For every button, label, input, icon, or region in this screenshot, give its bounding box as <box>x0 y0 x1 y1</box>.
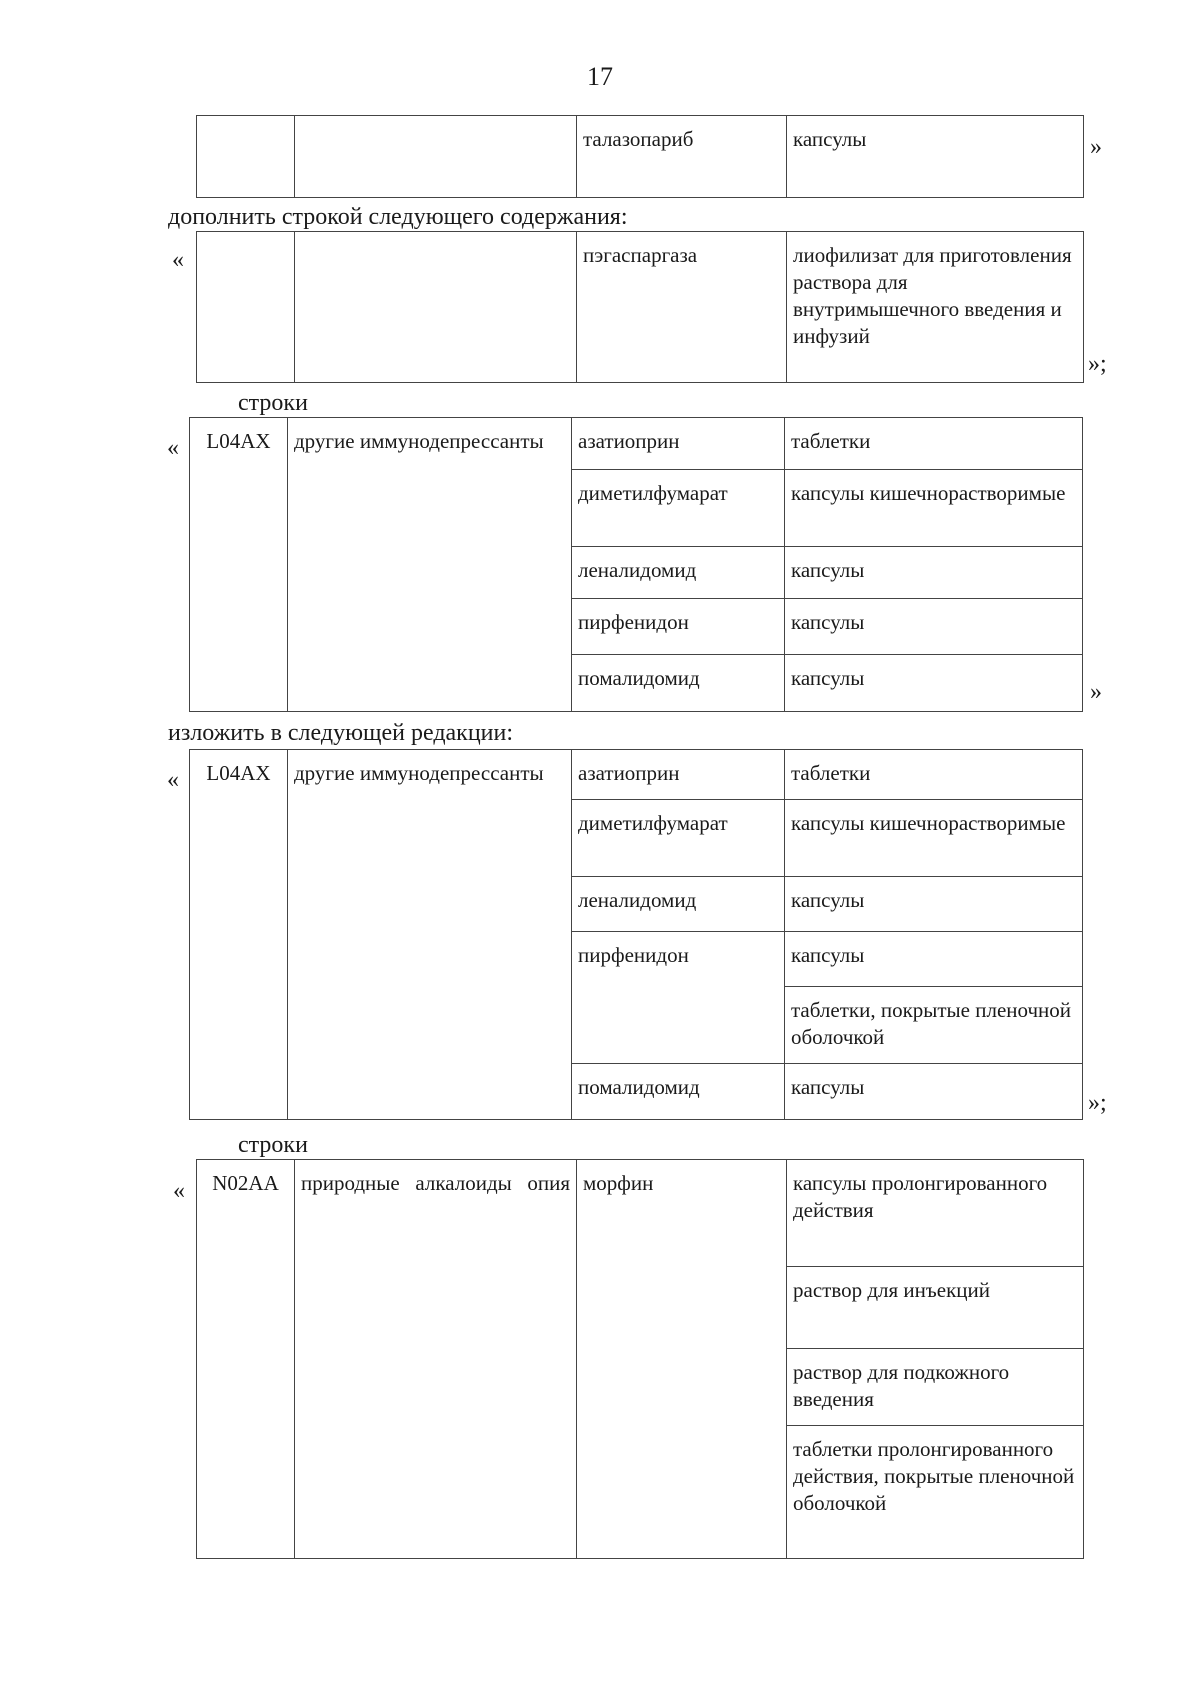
substance-cell: диметилфумарат <box>572 800 785 877</box>
form-cell: капсулы кишечнорастворимые <box>785 470 1083 547</box>
form-cell: капсулы пролонгированного действия <box>787 1160 1084 1267</box>
substance-cell: диметилфумарат <box>572 470 785 547</box>
form-cell: капсулы <box>785 655 1083 712</box>
form-cell: капсулы <box>785 547 1083 599</box>
table-row <box>197 232 1084 383</box>
group-cell: природные алкалоиды опия <box>295 1160 577 1559</box>
form-cell: капсулы <box>785 877 1083 932</box>
top-table <box>196 115 1084 198</box>
label-rows: строки <box>238 390 308 416</box>
table-row <box>197 1160 1084 1267</box>
open-quote: « <box>167 767 179 793</box>
substance-cell: талазопариб <box>577 116 787 198</box>
form-cell: капсулы <box>785 599 1083 655</box>
open-quote: « <box>172 247 184 273</box>
substance-cell: помалидомид <box>572 655 785 712</box>
page-number: 17 <box>587 62 613 91</box>
form-cell: капсулы <box>785 1064 1083 1120</box>
code-cell: N02AA <box>197 1160 295 1559</box>
code-cell: L04AX <box>190 418 288 712</box>
close-quote: » <box>1090 679 1102 705</box>
substance-cell: пирфенидон <box>572 932 785 1064</box>
n02aa-table <box>196 1159 1084 1559</box>
close-quote: » <box>1090 134 1102 160</box>
form-cell: таблетки, покрытые пленочной оболочкой <box>785 987 1083 1064</box>
form-cell: раствор для подкожного введения <box>787 1349 1084 1426</box>
label-rows: строки <box>238 1132 308 1158</box>
substance-cell: леналидомид <box>572 547 785 599</box>
code-cell: L04AX <box>190 750 288 1120</box>
form-cell: раствор для инъекций <box>787 1267 1084 1349</box>
paragraph-edit: изложить в следующей редакции: <box>168 720 514 746</box>
old-l04ax-table <box>189 417 1083 712</box>
form-cell: лиофилизат для приготовления раствора для внутримышечного введения и инфузий <box>787 232 1084 383</box>
substance-cell: помалидомид <box>572 1064 785 1120</box>
form-cell: таблетки пролонгированного действия, покрытые пленочной оболочкой <box>787 1426 1084 1559</box>
open-quote: « <box>173 1178 185 1204</box>
form-cell: капсулы <box>785 932 1083 987</box>
substance-cell: морфин <box>577 1160 787 1559</box>
substance-cell: азатиоприн <box>572 418 785 470</box>
form-cell: таблетки <box>785 418 1083 470</box>
paragraph-add: дополнить строкой следующего содержания: <box>168 204 628 230</box>
close-quote: »; <box>1088 1090 1107 1116</box>
group-cell <box>295 232 577 383</box>
substance-cell: леналидомид <box>572 877 785 932</box>
substance-cell: азатиоприн <box>572 750 785 800</box>
new-l04ax-table <box>189 749 1083 1120</box>
table-row <box>190 750 1083 800</box>
form-cell: таблетки <box>785 750 1083 800</box>
form-cell: капсулы кишечнорастворимые <box>785 800 1083 877</box>
group-cell: другие иммунодепрессанты <box>288 750 572 1120</box>
open-quote: « <box>167 435 179 461</box>
form-cell: капсулы <box>787 116 1084 198</box>
group-cell <box>295 116 577 198</box>
code-cell <box>197 116 295 198</box>
add-table <box>196 231 1084 383</box>
close-quote: »; <box>1088 351 1107 377</box>
table-row <box>190 418 1083 470</box>
substance-cell: пирфенидон <box>572 599 785 655</box>
substance-cell: пэгаспаргаза <box>577 232 787 383</box>
code-cell <box>197 232 295 383</box>
table-row <box>197 116 1084 198</box>
group-cell: другие иммунодепрессанты <box>288 418 572 712</box>
